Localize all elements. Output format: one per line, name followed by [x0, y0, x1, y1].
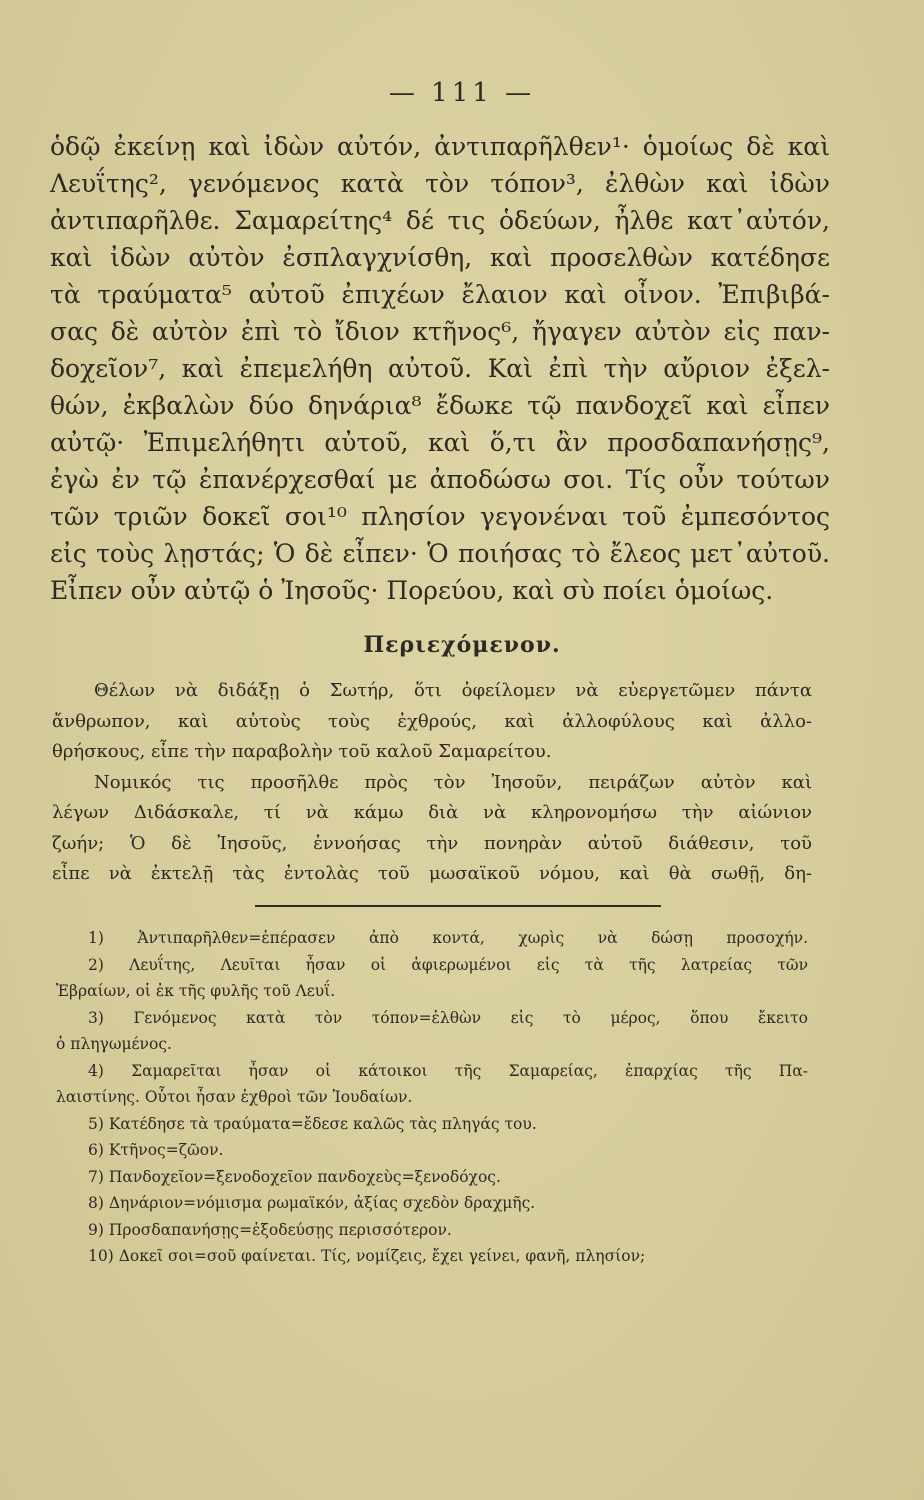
- footnote-line: 1) Ἀντιπαρῆλθεν=ἐπέρασεν ἀπὸ κοντά, χωρὶς νὰ δώσῃ προσοχήν.: [88, 929, 808, 947]
- page-number: — 111 —: [388, 78, 536, 108]
- footnote-line: 10) Δοκεῖ σοι=σοῦ φαίνεται. Τίς, νομίζεις, ἔχει γείνει, φανῆ, πλησίον;: [88, 1247, 646, 1265]
- footnotes: [56, 925, 808, 1270]
- summary-line: Θέλων νὰ διδάξῃ ὁ Σωτήρ, ὅτι ὀφείλομεν νὰ εὐεργετῶμεν πάντα: [94, 680, 812, 701]
- text-line: τὰ τραύματα⁵ αὐτοῦ ἐπιχέων ἔλαιον καὶ οἶνον. Ἐπιβιβά-: [50, 280, 830, 309]
- summary-line: ἄνθρωπον, καὶ αὐτοὺς τοὺς ἐχθρούς, καὶ ἀλλοφύλους καὶ ἀλλο-: [52, 710, 812, 732]
- summary-text: [52, 676, 812, 890]
- summary-line: θρήσκους, εἶπε τὴν παραβολὴν τοῦ καλοῦ Σαμαρείτου.: [52, 741, 552, 762]
- text-line: ἐγὼ ἐν τῷ ἐπανέρχεσθαί με ἀποδώσω σοι. Τίς οὖν τούτων: [50, 465, 830, 494]
- text-line: Λευΐτης², γενόμενος κατὰ τὸν τόπον³, ἐλθὼν καὶ ἰδὼν: [50, 169, 830, 198]
- text-line: σας δὲ αὐτὸν ἐπὶ τὸ ἴδιον κτῆνος⁶, ἤγαγεν αὐτὸν εἰς παν-: [50, 317, 830, 346]
- footnote-line: 5) Κατέδησε τὰ τραύματα=ἔδεσε καλῶς τὰς πληγάς του.: [88, 1114, 537, 1133]
- footnote-divider: [255, 905, 661, 907]
- text-line: καὶ ἰδὼν αὐτὸν ἐσπλαγχνίσθη, καὶ προσελθὼν κατέδησε: [50, 243, 830, 272]
- summary-line: ζωήν; Ὁ δὲ Ἰησοῦς, ἐννοήσας τὴν πονηρὰν αὐτοῦ διάθεσιν, τοῦ: [52, 832, 812, 854]
- summary-line: Νομικός τις προσῆλθε πρὸς τὸν Ἰησοῦν, πειράζων αὐτὸν καὶ: [94, 771, 812, 793]
- text-line: θών, ἐκβαλὼν δύο δηνάρια⁸ ἔδωκε τῷ πανδοχεῖ καὶ εἶπεν: [50, 391, 830, 420]
- footnote-line: 2) Λευΐτης, Λευῖται ἦσαν οἱ ἀφιερωμένοι εἰς τὰ τῆς λατρείας τῶν: [88, 955, 808, 974]
- footnote-line: 9) Προσδαπανήσῃς=ἐξοδεύσῃς περισσότερον.: [88, 1220, 452, 1239]
- footnote-line: 7) Πανδοχεῖον=ξενοδοχεῖον πανδοχεὺς=ξενοδόχος.: [88, 1167, 501, 1186]
- text-line: ἀντιπαρῆλθε. Σαμαρείτης⁴ δέ τις ὁδεύων, ἦλθε κατ᾽αὐτόν,: [50, 206, 830, 235]
- text-line: αὐτῷ· Ἐπιμελήθητι αὐτοῦ, καὶ ὅ,τι ἂν προσδαπανήσῃς⁹,: [50, 428, 830, 457]
- summary-line: λέγων Διδάσκαλε, τί νὰ κάμω διὰ νὰ κληρονομήσω τὴν αἰώνιον: [52, 802, 812, 823]
- text-line: ὁδῷ ἐκείνῃ καὶ ἰδὼν αὐτόν, ἀντιπαρῆλθεν¹· ὁμοίως δὲ καὶ: [50, 132, 830, 161]
- footnote-line: 8) Δηνάριον=νόμισμα ρωμαϊκόν, ἀξίας σχεδὸν δραχμῆς.: [88, 1194, 536, 1212]
- footnote-line: λαιστίνης. Οὗτοι ἦσαν ἐχθροὶ τῶν Ἰουδαίων.: [56, 1088, 413, 1106]
- main-text: [50, 128, 830, 609]
- summary-line: εἶπε νὰ ἐκτελῇ τὰς ἐντολὰς τοῦ μωσαϊκοῦ νόμου, καὶ θὰ σωθῇ, δη-: [52, 863, 812, 884]
- text-line: τῶν τριῶν δοκεῖ σοι¹⁰ πλησίον γεγονέναι τοῦ ἐμπεσόντος: [50, 502, 830, 531]
- text-line: εἰς τοὺς λῃστάς; Ὁ δὲ εἶπεν· Ὁ ποιήσας τὸ ἔλεος μετ᾽αὐτοῦ.: [50, 539, 830, 568]
- footnote-line: 3) Γενόμενος κατὰ τὸν τόπον=ἐλθὼν εἰς τὸ μέρος, ὅπου ἔκειτο: [88, 1008, 808, 1027]
- footnote-line: 6) Κτῆνος=ζῶον.: [88, 1141, 224, 1159]
- footnote-line: 4) Σαμαρεῖται ἦσαν οἱ κάτοικοι τῆς Σαμαρείας, ἐπαρχίας τῆς Πα-: [88, 1061, 808, 1080]
- footnote-line: Ἑβραίων, οἱ ἐκ τῆς φυλῆς τοῦ Λευΐ.: [56, 982, 336, 1000]
- text-line: δοχεῖον⁷, καὶ ἐπεμελήθη αὐτοῦ. Καὶ ἐπὶ τὴν αὔριον ἐξελ-: [50, 354, 830, 383]
- section-heading: Περιεχόμενον.: [363, 632, 561, 658]
- text-line: Εἶπεν οὖν αὐτῷ ὁ Ἰησοῦς· Πορεύου, καὶ σὺ ποίει ὁμοίως.: [50, 576, 774, 605]
- footnote-line: ὁ πληγωμένος.: [56, 1035, 172, 1053]
